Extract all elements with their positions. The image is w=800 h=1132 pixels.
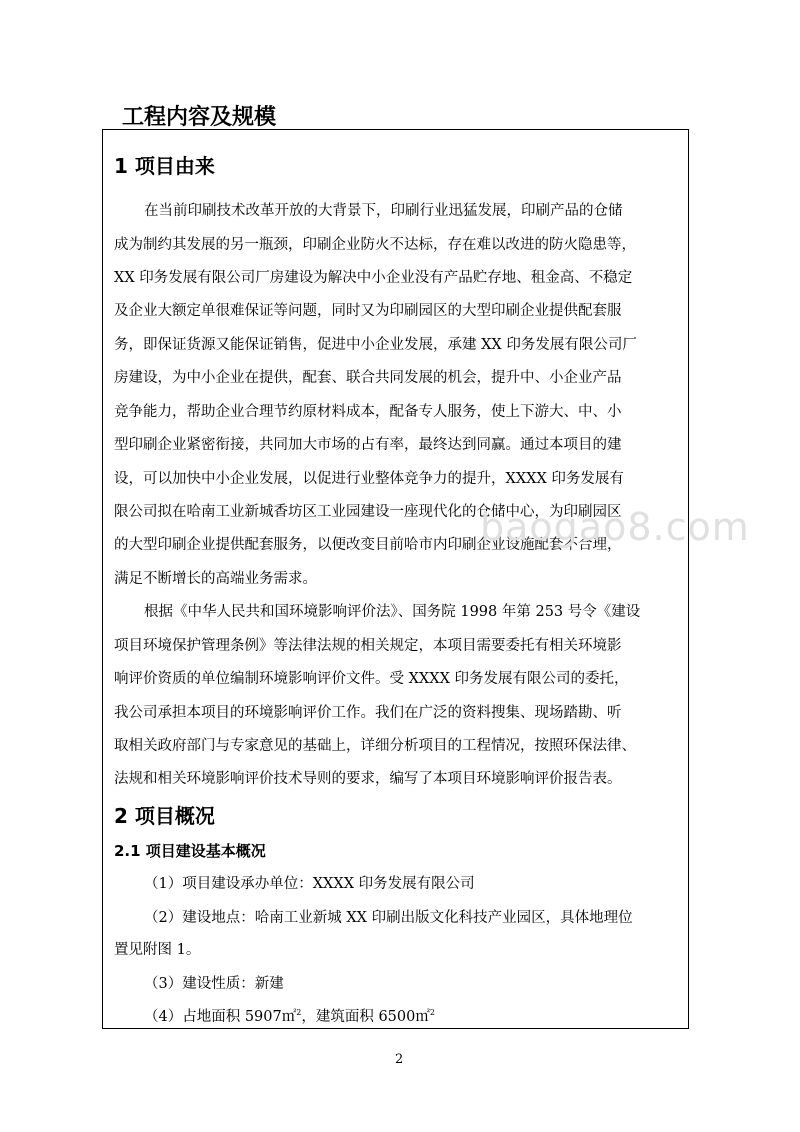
- item-4-sup-2: 2: [429, 1008, 435, 1018]
- para1-line: 设，可以加快中小企业发展，以促进行业整体竞争力的提升，XXXX 印务发展有: [114, 471, 624, 487]
- para2-line: 我公司承担本项目的环境影响评价工作。我们在广泛的资料搜集、现场踏勘、听: [114, 705, 622, 721]
- para1-line: 及企业大额定单很难保证等问题，同时又为印刷园区的大型印刷企业提供配套服: [114, 303, 622, 319]
- para2-line: 响评价资质的单位编制环境影响评价文件。受 XXXX 印务发展有限公司的委托，: [114, 671, 629, 687]
- para1-line: 成为制约其发展的另一瓶颈，印刷企业防火不达标，存在难以改进的防火隐患等，: [114, 237, 636, 253]
- item-1: （1）项目建设承办单位：XXXX 印务发展有限公司: [144, 876, 475, 892]
- item-4-building-area: ，建筑面积 6500㎡: [301, 1009, 430, 1025]
- para2-line: 项目环境保护管理条例》等法律法规的相关规定，本项目需要委托有相关环境影: [114, 638, 622, 654]
- item-2-line-1: （2）建设地点：哈南工业新城 XX 印刷出版文化科技产业园区，具体地理位: [144, 910, 633, 926]
- page-number: 2: [395, 1052, 404, 1067]
- para1-line: 在当前印刷技术改革开放的大背景下，印刷行业迅猛发展，印刷产品的仓储: [144, 203, 623, 219]
- section-1-heading: 1 项目由来: [114, 154, 215, 178]
- para2-line: 法规和相关环境影响评价技术导则的要求，编写了本项目环境影响评价报告表。: [114, 771, 622, 787]
- para1-line: 务，即保证货源又能保证销售，促进中小企业发展，承建 XX 印务发展有限公司厂: [114, 337, 637, 353]
- para2-line: 根据《中华人民共和国环境影响评价法》、国务院 1998 年第 253 号令《建设: [144, 604, 641, 620]
- para1-line: 竞争能力，帮助企业合理节约原材料成本，配备专人服务，使上下游大、中、小: [114, 404, 622, 420]
- para1-line: 型印刷企业紧密衔接，共同加大市场的占有率，最终达到同赢。通过本项目的建: [114, 437, 622, 453]
- para1-line: XX 印务发展有限公司厂房建设为解决中小企业没有产品贮存地、租金高、不稳定: [114, 270, 633, 286]
- item-2-line-2: 置见附图 1。: [114, 942, 201, 958]
- para2-line: 取相关政府部门与专家意见的基础上，详细分析项目的工程情况，按照环保法律、: [114, 738, 636, 754]
- subsection-2-1-heading: 2.1 项目建设基本概况: [114, 842, 266, 860]
- para1-line: 房建设，为中小企业在提供，配套、联合共同发展的机会，提升中、小企业产品: [114, 370, 622, 386]
- para1-line: 满足不断增长的高端业务需求。: [114, 571, 317, 587]
- item-3: （3）建设性质：新建: [144, 976, 284, 992]
- para1-line: 的大型印刷企业提供配套服务，以便改变目前哈市内印刷企业设施配套不合理，: [114, 537, 622, 553]
- watermark: baogao8.com: [480, 505, 750, 549]
- item-4: [144, 1005, 435, 1026]
- section-2-heading: 2 项目概况: [114, 804, 215, 828]
- page-title: 工程内容及规模: [122, 105, 277, 130]
- item-4-land-area: （4）占地面积 5907㎡: [144, 1009, 297, 1025]
- item-4-sup-1: 2: [296, 1008, 302, 1018]
- para1-line: 限公司拟在哈南工业新城香坊区工业园建设一座现代化的仓储中心，为印刷园区: [114, 504, 622, 520]
